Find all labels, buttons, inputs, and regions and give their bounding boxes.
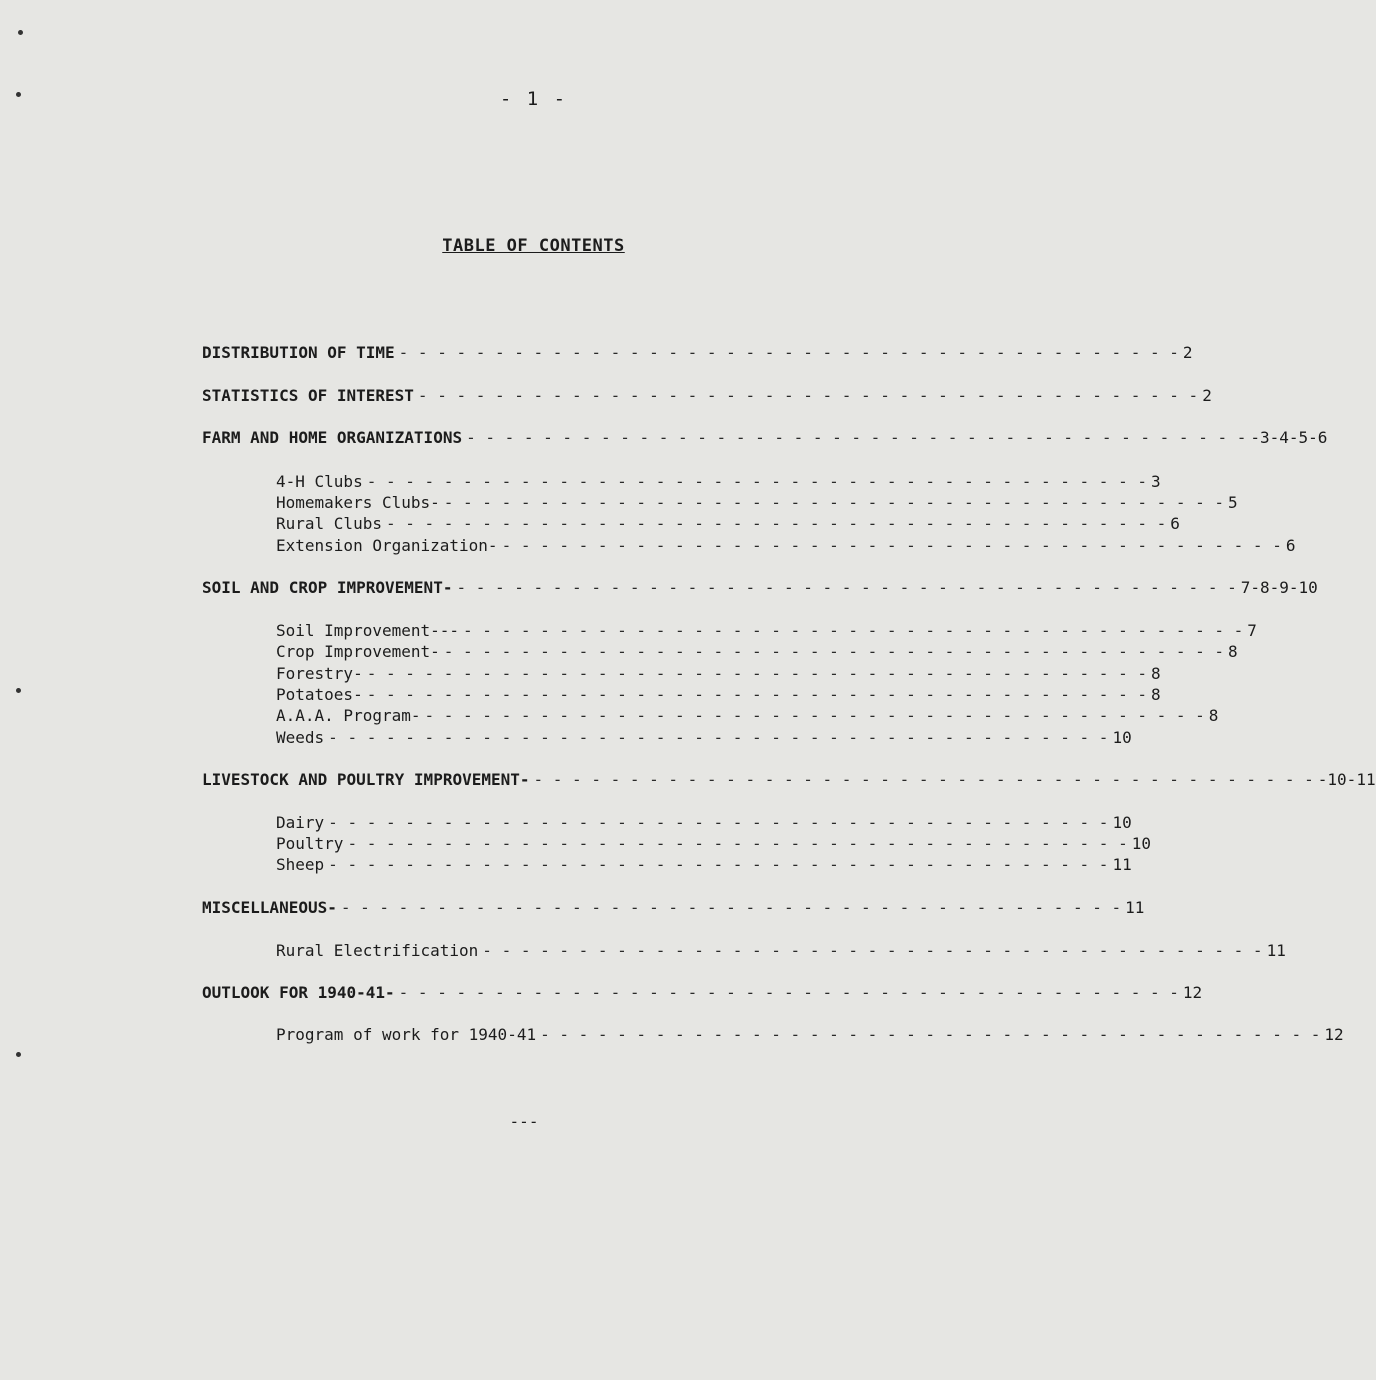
toc-entry-label: OUTLOOK FOR 1940-41-	[202, 983, 395, 1002]
dot-leader: - - - - - - - - - - - - - - - - - - - - - - - - - - - - - - - - - - - - - - - - -	[533, 770, 1314, 789]
toc-entry-statistics-of-interest[interactable]	[202, 386, 1212, 408]
end-mark: ---	[509, 1112, 539, 1131]
margin-speck	[16, 1052, 21, 1057]
toc-entry-page: 11	[1266, 941, 1286, 960]
toc-entry-page: 11	[1112, 855, 1132, 874]
dot-leader: - - - - - - - - - - - - - - - - - - - - - - - - - - - - - - - - - - - - - - - - -	[501, 536, 1282, 555]
dot-leader: - - - - - - - - - - - - - - - - - - - - - - - - - - - - - - - - - - - - - - - - -	[347, 834, 1128, 853]
toc-entry-page: 8	[1150, 664, 1161, 683]
toc-entry-label: Dairy	[276, 813, 325, 832]
toc-entry-label: Rural Electrification	[276, 941, 479, 960]
toc-entry-rural-clubs[interactable]	[276, 514, 1180, 536]
toc-entry-potatoes[interactable]	[276, 685, 1161, 707]
toc-entry-4h-clubs[interactable]	[276, 472, 1161, 494]
toc-entry-farm-and-home-organizations[interactable]	[202, 428, 1328, 450]
toc-entry-label: STATISTICS OF INTEREST	[202, 386, 414, 405]
dot-leader: - - - - - - - - - - - - - - - - - - - - - - - - - - - - - - - - - - - - - - - - -	[328, 813, 1109, 832]
dot-leader: - - - - - - - - - - - - - - - - - - - - - - - - - - - - - - - - - - - - - - - - -	[466, 428, 1247, 447]
toc-entry-rural-electrification[interactable]	[276, 941, 1286, 963]
toc-entry-extension-organization[interactable]	[276, 536, 1296, 558]
margin-speck	[16, 92, 21, 97]
toc-entry-label: Potatoes-	[276, 685, 363, 704]
toc-entry-label: Soil Improvement---	[276, 621, 460, 640]
toc-entry-label: SOIL AND CROP IMPROVEMENT-	[202, 578, 453, 597]
toc-entry-page: 8	[1228, 642, 1238, 661]
toc-entry-label: Program of work for 1940-41	[276, 1025, 537, 1044]
toc-entry-label: Homemakers Clubs-	[276, 493, 440, 512]
toc-entry-label: Crop Improvement-	[276, 642, 440, 661]
toc-entry-page: 11	[1125, 898, 1145, 917]
toc-entry-label: Forestry-	[276, 664, 363, 683]
dot-leader: - - - - - - - - - - - - - - - - - - - - - - - - - - - - - - - - - - - - - - - - -	[398, 983, 1179, 1002]
toc-entry-crop-improvement[interactable]	[276, 642, 1238, 664]
toc-entry-sheep[interactable]	[276, 855, 1132, 877]
toc-entry-label: Sheep	[276, 855, 325, 874]
toc-entry-poultry[interactable]	[276, 834, 1151, 856]
dot-leader: - - - - - - - - - - - - - - - - - - - - - - - - - - - - - - - - - - - - - - - - -	[540, 1025, 1321, 1044]
dot-leader: - - - - - - - - - - - - - - - - - - - - - - - - - - - - - - - - - - - - - - - - -	[443, 493, 1225, 512]
toc-entry-dairy[interactable]	[276, 813, 1132, 835]
toc-entry-page: 10	[1112, 728, 1132, 747]
dot-leader: - - - - - - - - - - - - - - - - - - - - - - - - - - - - - - - - - - - - - - - - -	[366, 472, 1147, 491]
toc-entry-soil-and-crop-improvement[interactable]	[202, 578, 1318, 600]
toc-entry-livestock-and-poultry-improvement[interactable]	[202, 770, 1376, 792]
dot-leader: - - - - - - - - - - - - - - - - - - - - - - - - - - - - - - - - - - - - - - - - -	[463, 621, 1244, 640]
toc-entry-page: 6	[1170, 514, 1180, 533]
toc-entry-label: MISCELLANEOUS-	[202, 898, 337, 917]
dot-leader: - - - - - - - - - - - - - - - - - - - - - - - - - - - - - - - - - - - - - - - - -	[417, 386, 1199, 405]
page-number: - 1 -	[499, 88, 568, 110]
toc-entry-page: 12	[1182, 983, 1203, 1002]
dot-leader: - - - - - - - - - - - - - - - - - - - - - - - - - - - - - - - - - - - - - - - - -	[328, 855, 1109, 874]
toc-title: TABLE OF CONTENTS	[442, 236, 625, 256]
dot-leader: - - - - - - - - - - - - - - - - - - - - - - - - - - - - - - - - - - - - - - - - -	[424, 706, 1205, 725]
dot-leader: - - - - - - - - - - - - - - - - - - - - - - - - - - - - - - - - - - - - - - - - -	[398, 343, 1179, 362]
toc-entry-page: 5	[1228, 493, 1238, 512]
toc-entry-page: 7-8-9-10	[1240, 578, 1318, 597]
toc-entry-program-of-work[interactable]	[276, 1025, 1344, 1047]
toc-entry-page: 3	[1150, 472, 1161, 491]
toc-entry-distribution-of-time[interactable]	[202, 343, 1193, 365]
toc-entry-forestry[interactable]	[276, 664, 1161, 686]
toc-entry-page: 7	[1247, 621, 1257, 640]
dot-leader: - - - - - - - - - - - - - - - - - - - - - - - - - - - - - - - - - - - - - - - - -	[366, 664, 1147, 683]
toc-entry-homemakers-clubs[interactable]	[276, 493, 1238, 515]
toc-entry-label: Weeds	[276, 728, 325, 747]
dot-leader: - - - - - - - - - - - - - - - - - - - - - - - - - - - - - - - - - - - - - - - - -	[340, 898, 1122, 917]
toc-entry-aaa-program[interactable]	[276, 706, 1219, 728]
toc-entry-page: -3-4-5-6	[1250, 428, 1328, 447]
toc-entry-label: 4-H Clubs	[276, 472, 363, 491]
toc-entry-page: 8	[1208, 706, 1219, 725]
toc-entry-outlook-for-1940-41[interactable]	[202, 983, 1203, 1005]
margin-speck	[16, 688, 21, 693]
toc-entry-weeds[interactable]	[276, 728, 1132, 750]
toc-entry-page: 10	[1131, 834, 1151, 853]
toc-entry-page: -10-11	[1317, 770, 1376, 789]
dot-leader: - - - - - - - - - - - - - - - - - - - - - - - - - - - - - - - - - - - - - - - - -	[366, 685, 1147, 704]
toc-entry-page: 6	[1285, 536, 1296, 555]
dot-leader: - - - - - - - - - - - - - - - - - - - - - - - - - - - - - - - - - - - - - - - - -	[482, 941, 1263, 960]
dot-leader: - - - - - - - - - - - - - - - - - - - - - - - - - - - - - - - - - - - - - - - - -	[443, 642, 1225, 661]
toc-entry-label: A.A.A. Program-	[276, 706, 421, 725]
toc-entry-label: FARM AND HOME ORGANIZATIONS	[202, 428, 463, 447]
margin-speck	[18, 30, 23, 35]
toc-entry-miscellaneous[interactable]	[202, 898, 1145, 920]
dot-leader: - - - - - - - - - - - - - - - - - - - - - - - - - - - - - - - - - - - - - - - - -	[456, 578, 1237, 597]
toc-entry-page: 12	[1324, 1025, 1344, 1044]
toc-entry-label: DISTRIBUTION OF TIME	[202, 343, 395, 362]
toc-entry-label: LIVESTOCK AND POULTRY IMPROVEMENT-	[202, 770, 530, 789]
toc-entry-label: Extension Organization-	[276, 536, 498, 555]
toc-entry-page: 8	[1150, 685, 1161, 704]
dot-leader: - - - - - - - - - - - - - - - - - - - - - - - - - - - - - - - - - - - - - - - - -	[328, 728, 1109, 747]
dot-leader: - - - - - - - - - - - - - - - - - - - - - - - - - - - - - - - - - - - - - - - - -	[385, 514, 1167, 533]
toc-entry-soil-improvement[interactable]	[276, 621, 1257, 643]
toc-entry-page: 2	[1182, 343, 1193, 362]
toc-entry-page: 10	[1112, 813, 1132, 832]
toc-entry-label: Poultry	[276, 834, 344, 853]
toc-entry-label: Rural Clubs	[276, 514, 382, 533]
toc-entry-page: 2	[1202, 386, 1212, 405]
